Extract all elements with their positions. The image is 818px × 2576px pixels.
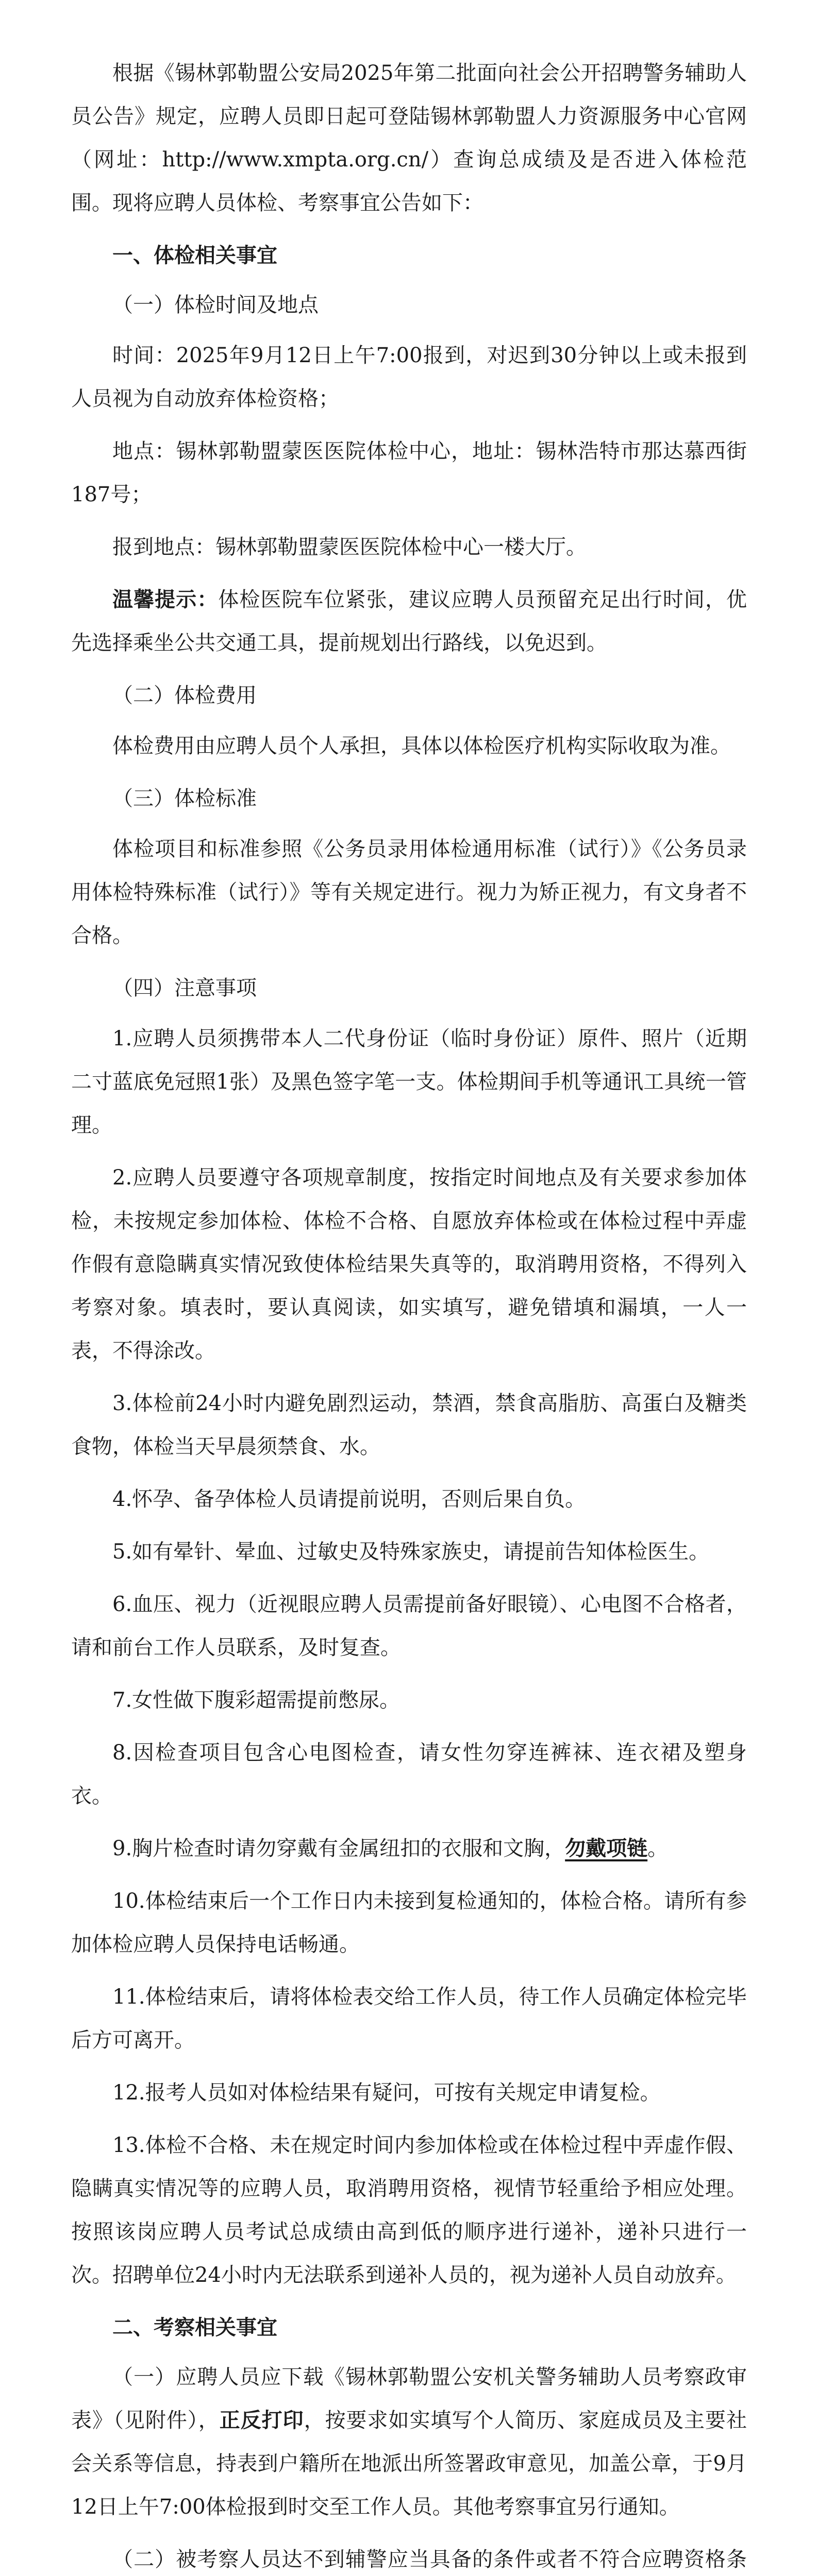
fee-paragraph: 体检费用由应聘人员个人承担，具体以体检医疗机构实际收取为准。 — [112, 734, 731, 758]
note-item: 5.如有晕针、晕血、过敏史及特殊家族史，请提前告知体检医生。 — [112, 1540, 710, 1564]
note-item: 8.因检查项目包含心电图检查，请女性勿穿连裤袜、连衣裙及塑身衣。 — [71, 1741, 747, 1808]
note-item: 3.体检前24小时内避免剧烈运动，禁酒，禁食高脂肪、高蛋白及糖类食物，体检当天早晨须禁食、水。 — [71, 1392, 747, 1459]
warm-tip-label: 温馨提示： — [112, 587, 219, 612]
subsection-notes-heading: （四）注意事项 — [112, 976, 257, 1000]
note-item: 1.应聘人员须携带本人二代身份证（临时身份证）原件、照片（近期二寸蓝底免冠照1张）及黑色签字笔一支。体检期间手机等通讯工具统一管理。 — [71, 1027, 747, 1137]
warm-tip-paragraph — [71, 578, 747, 665]
report-place-paragraph: 报到地点：锡林郭勒盟蒙医医院体检中心一楼大厅。 — [112, 535, 587, 559]
note-item: 6.血压、视力（近视眼应聘人员需提前备好眼镜）、心电图不合格者，请和前台工作人员联系，及时复查。 — [71, 1592, 747, 1659]
note-item: 11.体检结束后，请将体检表交给工作人员，待工作人员确定体检完毕后方可离开。 — [71, 1985, 747, 2052]
section-2-heading: 二、考察相关事宜 — [112, 2315, 277, 2340]
exam-place-paragraph: 地点：锡林郭勒盟蒙医医院体检中心，地址：锡林浩特市那达慕西街187号； — [71, 439, 747, 506]
note-item: 4.怀孕、备孕体检人员请提前说明，否则后果自负。 — [112, 1487, 586, 1511]
exam-time-paragraph: 时间：2025年9月12日上午7:00报到，对迟到30分钟以上或未报到人员视为自动放弃体检资格； — [71, 344, 747, 411]
inspection-p1-rest: ，按要求如实填写个人简历、家庭成员及主要社会关系等信息，持表到户籍所在地派出所签署政审意见，加盖公章，于9月12日上午7:00体检报到时交至工作人员。其他考察事宜另行通知。 — [71, 2409, 747, 2519]
section-1-heading: 一、体检相关事宜 — [112, 243, 277, 267]
inspection-p1-emphasis: 正反打印 — [219, 2408, 304, 2432]
intro-paragraph: 根据《锡林郭勒盟公安局2025年第二批面向社会公开招聘警务辅助人员公告》规定，应聘人员即日起可登陆锡林郭勒盟人力资源服务中心官网（网址：http://www.xmpta.org.cn/）查询总成绩及是否进入体检范围。现将应聘人员体检、考察事宜公告如下： — [71, 61, 747, 215]
subsection-standard-heading: （三）体检标准 — [112, 787, 257, 810]
inspection-p1-text: （一）应聘人员应下载《锡林郭勒盟公安机关警务辅助人员考察政审表》（见附件）， — [71, 2365, 747, 2432]
note-item: 7.女性做下腹彩超需提前憋尿。 — [112, 1688, 400, 1712]
inspection-paragraph-1 — [71, 2355, 747, 2529]
warm-tip-text: 体检医院车位紧张，建议应聘人员预留充足出行时间，优先选择乘坐公共交通工具，提前规划出行路线，以免迟到。 — [71, 588, 747, 655]
inspection-paragraph-2: （二）被考察人员达不到辅警应当具备的条件或者不符合应聘资格条 — [112, 2548, 747, 2571]
note-item-9-emphasis: 勿戴项链 — [565, 1836, 648, 1860]
note-item: 2.应聘人员要遵守各项规章制度，按指定时间地点及有关要求参加体检，未按规定参加体检、体检不合格、自愿放弃体检或在体检过程中弄虚作假有意隐瞒真实情况致使体检结果失真等的，取消聘用资格，不得列入考察对象。填表时，要认真阅读，如实填写，避免错填和漏填，一人一表，不得涂改。 — [71, 1166, 747, 1363]
note-item-9-end: 。 — [647, 1837, 669, 1860]
subsection-time-place-heading: （一）体检时间及地点 — [112, 293, 319, 317]
standard-paragraph: 体检项目和标准参照《公务员录用体检通用标准（试行）》《公务员录用体检特殊标准（试行）》等有关规定进行。视力为矫正视力，有文身者不合格。 — [71, 837, 747, 947]
subsection-fee-heading: （二）体检费用 — [112, 684, 257, 707]
note-item: 13.体检不合格、未在规定时间内参加体检或在体检过程中弄虚作假、隐瞒真实情况等的应聘人员，取消聘用资格，视情节轻重给予相应处理。按照该岗应聘人员考试总成绩由高到低的顺序进行递补，递补只进行一次。招聘单位24小时内无法联系到递补人员的，视为递补人员自动放弃。 — [71, 2133, 747, 2287]
note-item-9 — [71, 1827, 747, 1870]
note-item-9-text: 9.胸片检查时请勿穿戴有金属纽扣的衣服和文胸， — [112, 1837, 565, 1860]
note-item: 12.报考人员如对体检结果有疑问，可按有关规定申请复检。 — [112, 2081, 661, 2105]
note-item: 10.体检结束后一个工作日内未接到复检通知的，体检合格。请所有参加体检应聘人员保持电话畅通。 — [71, 1889, 747, 1956]
